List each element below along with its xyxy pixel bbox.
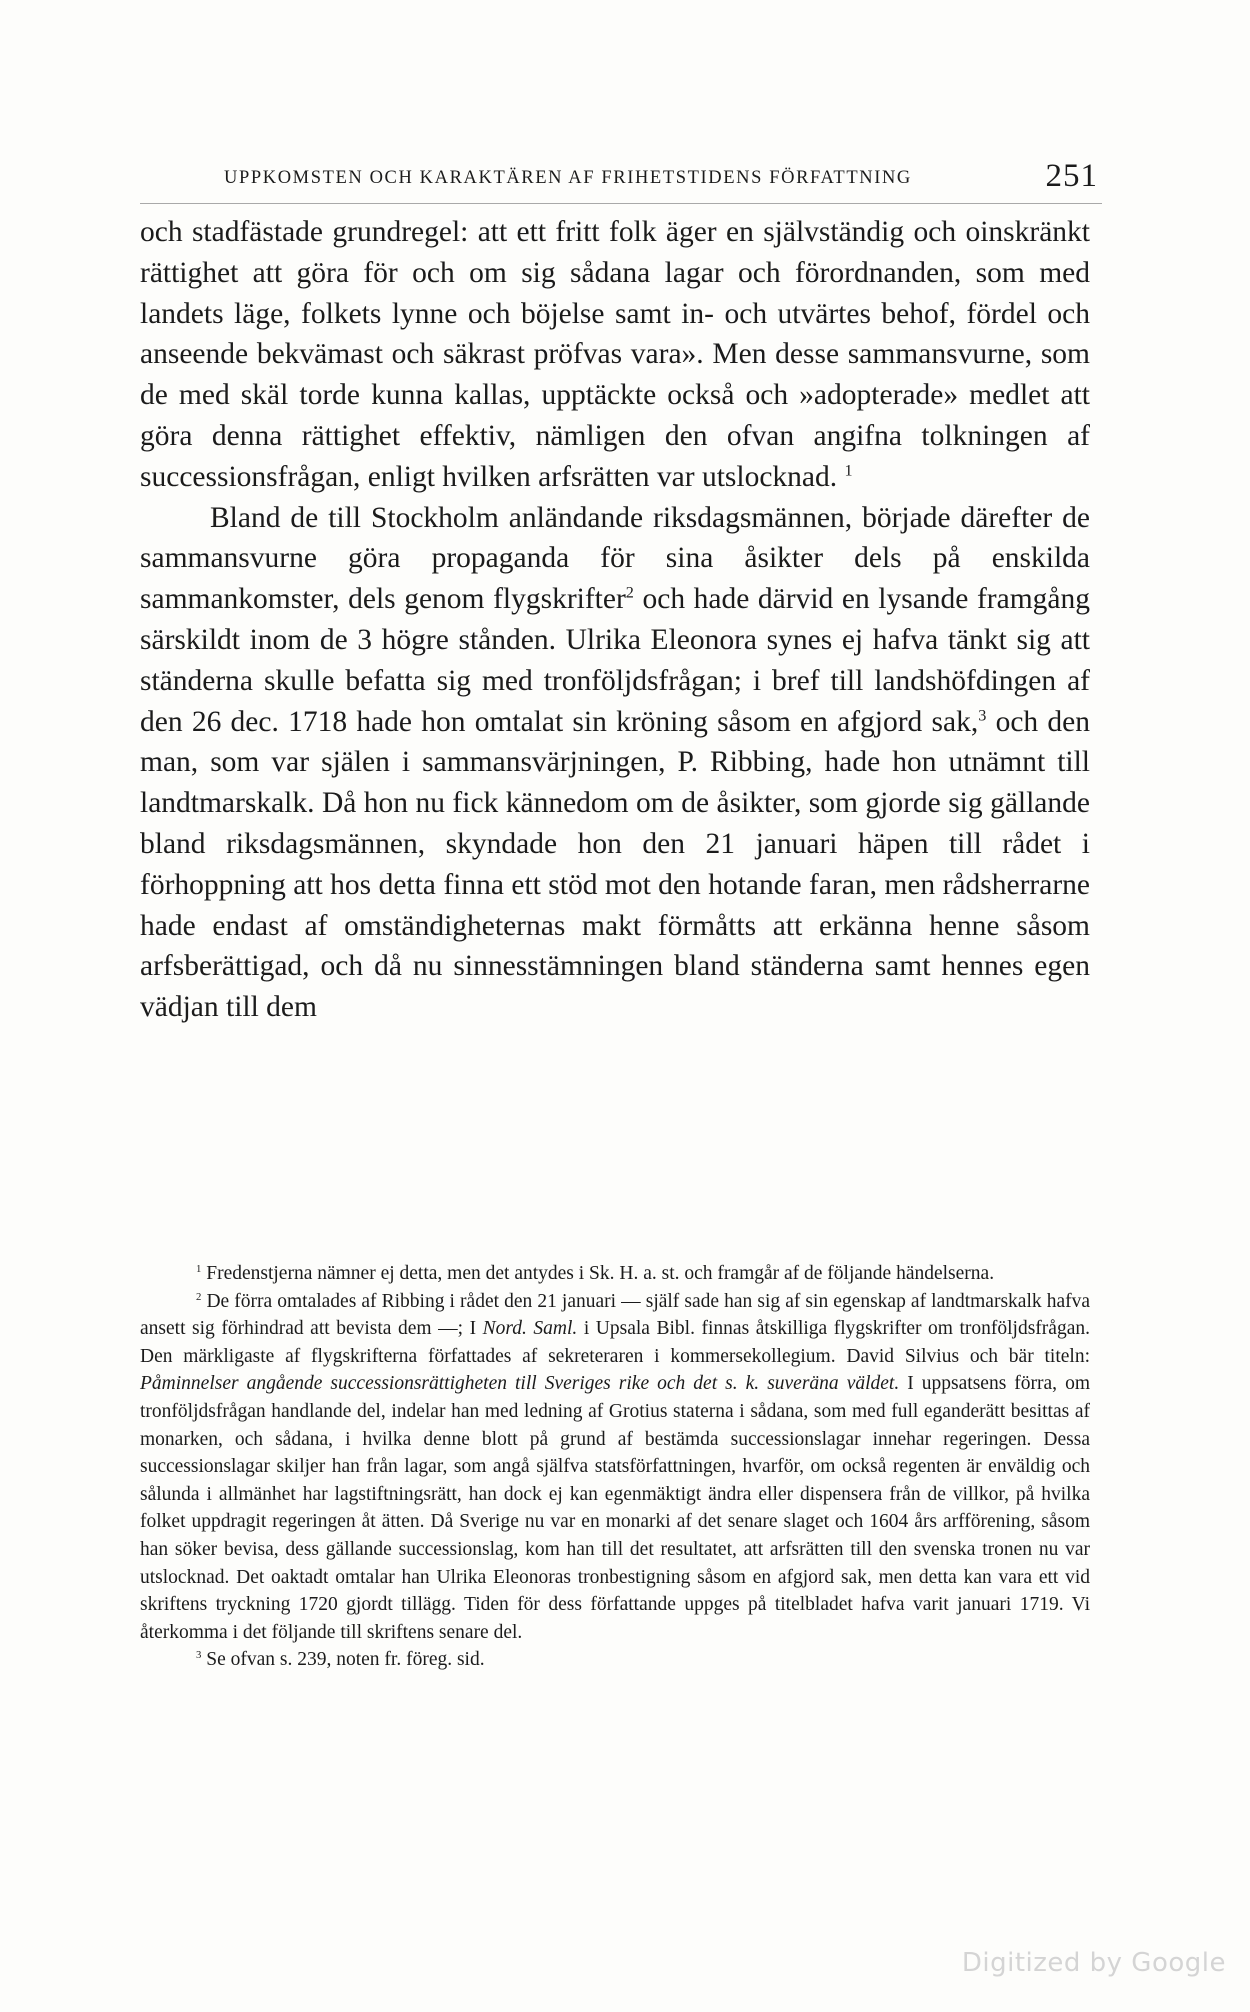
footnotes: [140, 1260, 1090, 1674]
main-text: [140, 212, 1090, 1028]
footnote-3: $^3$ Se ofvan s. 239, noten fr. föreg. sid.: [196, 1649, 485, 1671]
footnote-2: $^2$ De förra omtalades af Ribbing i rådet den 21 januari — själf sade han sig af sin egenskap af landtmarskalk hafva ansett sig förhindrad att bevista dem —; I Nord. Saml. i Upsala Bibl. finnas åtskilliga flygskrifter om tronföljdsfrågan. Den märkligaste af flygskrifterna författades af sekreteraren i kommersekollegium. David Silvius och bär titeln: Påminnelser angående successionsrättigheten till Sveriges rike och det s. k. suveräna väldet. I uppsatsens förra, om tronföljdsfrågan handlande del, indelar han med ledning af Grotius staterna i sådana, som med full eganderätt besittas af monarken, och sådana, i hvilka denne blott på grund af bestämda successionslagar innehar regeringen. Dessa successionslagar skiljer han från lagar, som angå själfva statsförfattningen, hvarför, om också regenten är enväldig och sålunda i allmänhet har lagstiftningsrätt, han dock ej kan egenmäktigt ändra eller dispensera från de villkor, på hvilka folket uppdragit regeringen åt ätten. Då Sverige nu var en monarki af det senare slaget och 1604 års arfförening, såsom han söker bevisa, dess gällande successionslag, kom han till det resultatet, att arfsrätten till den svenska tronen nu var utslocknad. Det oaktadt omtalar han Ulrika Eleonoras tronbestigning såsom en afgjord sak, men detta kan vara ett vid skriftens tryckning 1720 gjordt tillägg. Tiden för dess författande uppges på titelbladet hafva varit januari 1719. Vi återkomma i det följande till skriftens senare del.: [140, 1290, 1091, 1643]
paragraph-1: och stadfästade grundregel: att ett fritt folk äger en självständig och oinskränkt rättighet att göra för och om sig sådana lagar och förordnanden, som med landets läge, folkets lynne och böjelse samt in- och utvärtes behof, fördel och anseende bekvämast och säkrast pröfvas vara». Men desse sammansvurne, som de med skäl torde kunna kallas, upptäckte också och »adopterade» medlet att göra denna rättighet effektiv, nämligen den ofvan angifna tolkningen af successionsfrågan, enligt hvilken arfsrätten var utslocknad. $^1$: [140, 216, 1090, 493]
italic-title: Påminnelser angående successionsrättigheten till Sveriges rike och det s. k. suveräna väldet.: [140, 1373, 900, 1395]
footnote-ref-2: 2: [625, 583, 634, 602]
footnote-ref-3: 3: [978, 706, 987, 725]
footnote-marker: 3: [196, 1649, 202, 1662]
header-rule: [140, 203, 1102, 204]
footnote-1: $^1$ Fredenstjerna nämner ej detta, men det antydes i Sk. H. a. st. och framgår af de följande händelserna.: [196, 1263, 995, 1284]
paragraph-2: Bland de till Stockholm anländande riksdagsmännen, började därefter de sammansvurne göra propaganda för sina åsikter dels på enskilda sammankomster, dels genom flygskrifter$^2$ och hade därvid en lysande framgång särskildt inom de 3 högre stånden. Ulrika Eleonora synes ej hafva tänkt sig att ständerna skulle befatta sig med tronföljdsfrågan; i bref till landshöfdingen af den 26 dec. 1718 hade hon omtalat sin kröning såsom en afgjord sak,$^3$ och den man, som var själen i sammansvärjningen, P. Ribbing, hade hon utnämnt till landtmarskalk. Då hon nu fick kännedom om de åsikter, som gjorde sig gällande bland riksdagsmännen, skyndade hon den 21 januari häpen till rådet i förhoppning att hos detta finna ett stöd mot den hotande faran, men rådsherrarne hade endast af omständigheternas makt förmåtts att erkänna henne såsom arfsberättigad, och då nu sinnesstämningen bland ständerna samt hennes egen vädjan till dem: [140, 501, 1091, 1024]
page-number: 251: [1045, 158, 1098, 194]
italic-title: Nord. Saml.: [482, 1318, 578, 1340]
digitizer-watermark: Digitized by Google: [961, 1948, 1226, 1978]
footnote-marker: 1: [196, 1263, 202, 1276]
running-head: [218, 158, 1098, 202]
footnote-marker: 2: [196, 1290, 202, 1303]
footnote-ref-1: 1: [844, 461, 853, 480]
chapter-title: UPPKOMSTEN OCH KARAKTÄREN AF FRIHETSTIDENS FÖRFATTNING: [224, 168, 912, 188]
